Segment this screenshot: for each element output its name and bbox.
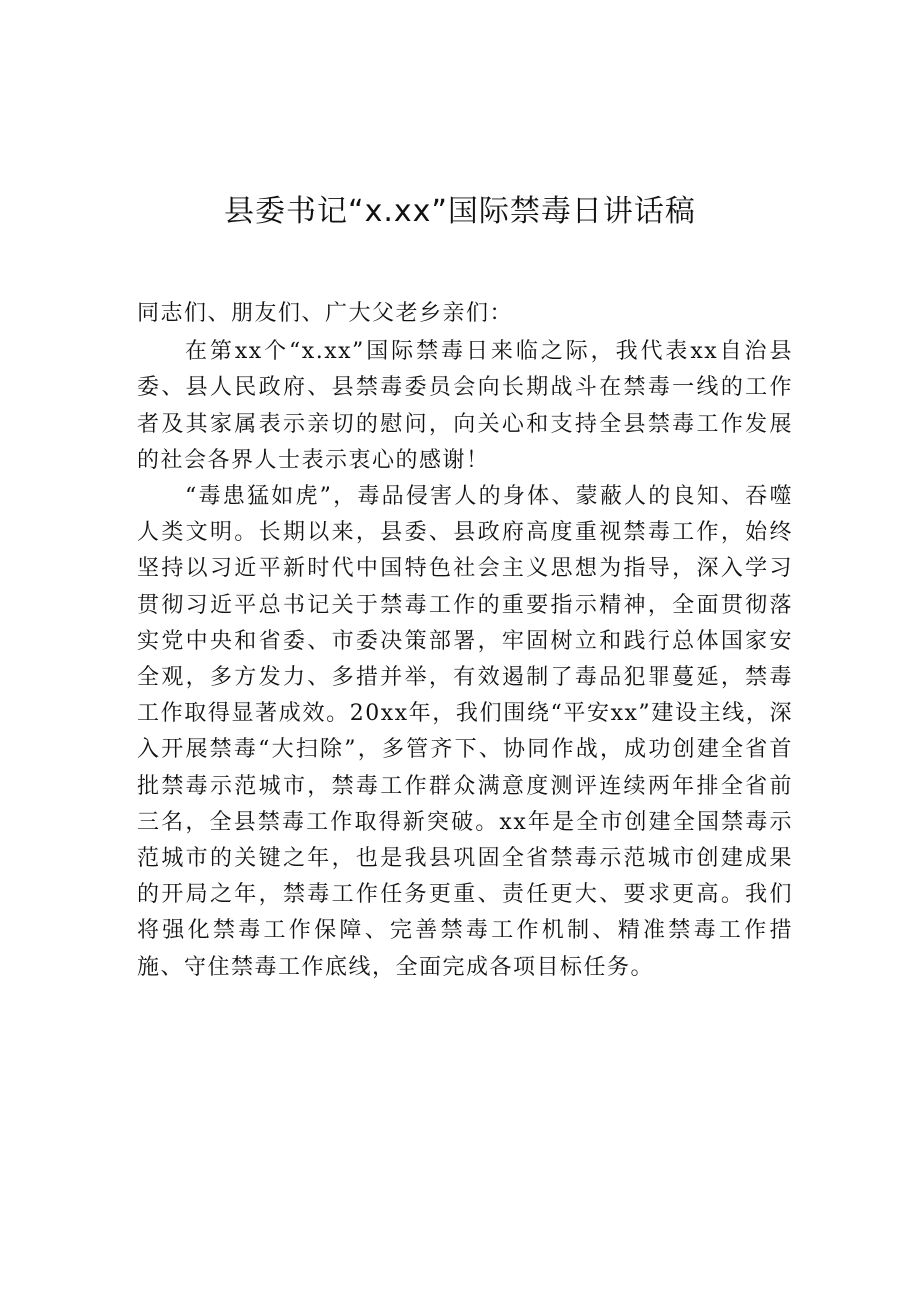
document-title: 县委书记“x.xx”国际禁毒日讲话稿 <box>224 194 696 229</box>
paragraph-achievements: “毒患猛如虎”，毒品侵害人的身体、蒙蔽人的良知、吞噬人类文明。长期以来，县委、县政府高度重视禁毒工作，始终坚持以习近平新时代中国特色社会主义思想为指导，深入学习贯彻习近平总书记关于禁毒工作的重要指示精神，全面贯彻落实党中央和省委、市委决策部署，牢固树立和践行总体国家安全观，多方发力、多措并举，有效遏制了毒品犯罪蔓延，禁毒工作取得显著成效。20xx年，我们围绕“平安xx”建设主线，深入开展禁毒“大扫除”，多管齐下、协同作战，成功创建全省首批禁毒示范城市，禁毒工作群众满意度测评连续两年排全省前三名，全县禁毒工作取得新突破。xx年是全市创建全国禁毒示范城市的关键之年，也是我县巩固全省禁毒示范城市创建成果的开局之年，禁毒工作任务更重、责任更大、要求更高。我们将强化禁毒工作保障、完善禁毒工作机制、精准禁毒工作措施、守住禁毒工作底线，全面完成各项目标任务。 <box>137 484 793 980</box>
salutation: 同志们、朋友们、广大父老乡亲们： <box>137 301 514 326</box>
paragraph-condolence: 在第xx个“x.xx”国际禁毒日来临之际，我代表xx自治县委、县人民政府、县禁毒委员会向长期战斗在禁毒一线的工作者及其家属表示亲切的慰问，向关心和支持全县禁毒工作发展的社会各界人士表示衷心的感谢！ <box>137 339 793 473</box>
document-body <box>137 296 793 986</box>
